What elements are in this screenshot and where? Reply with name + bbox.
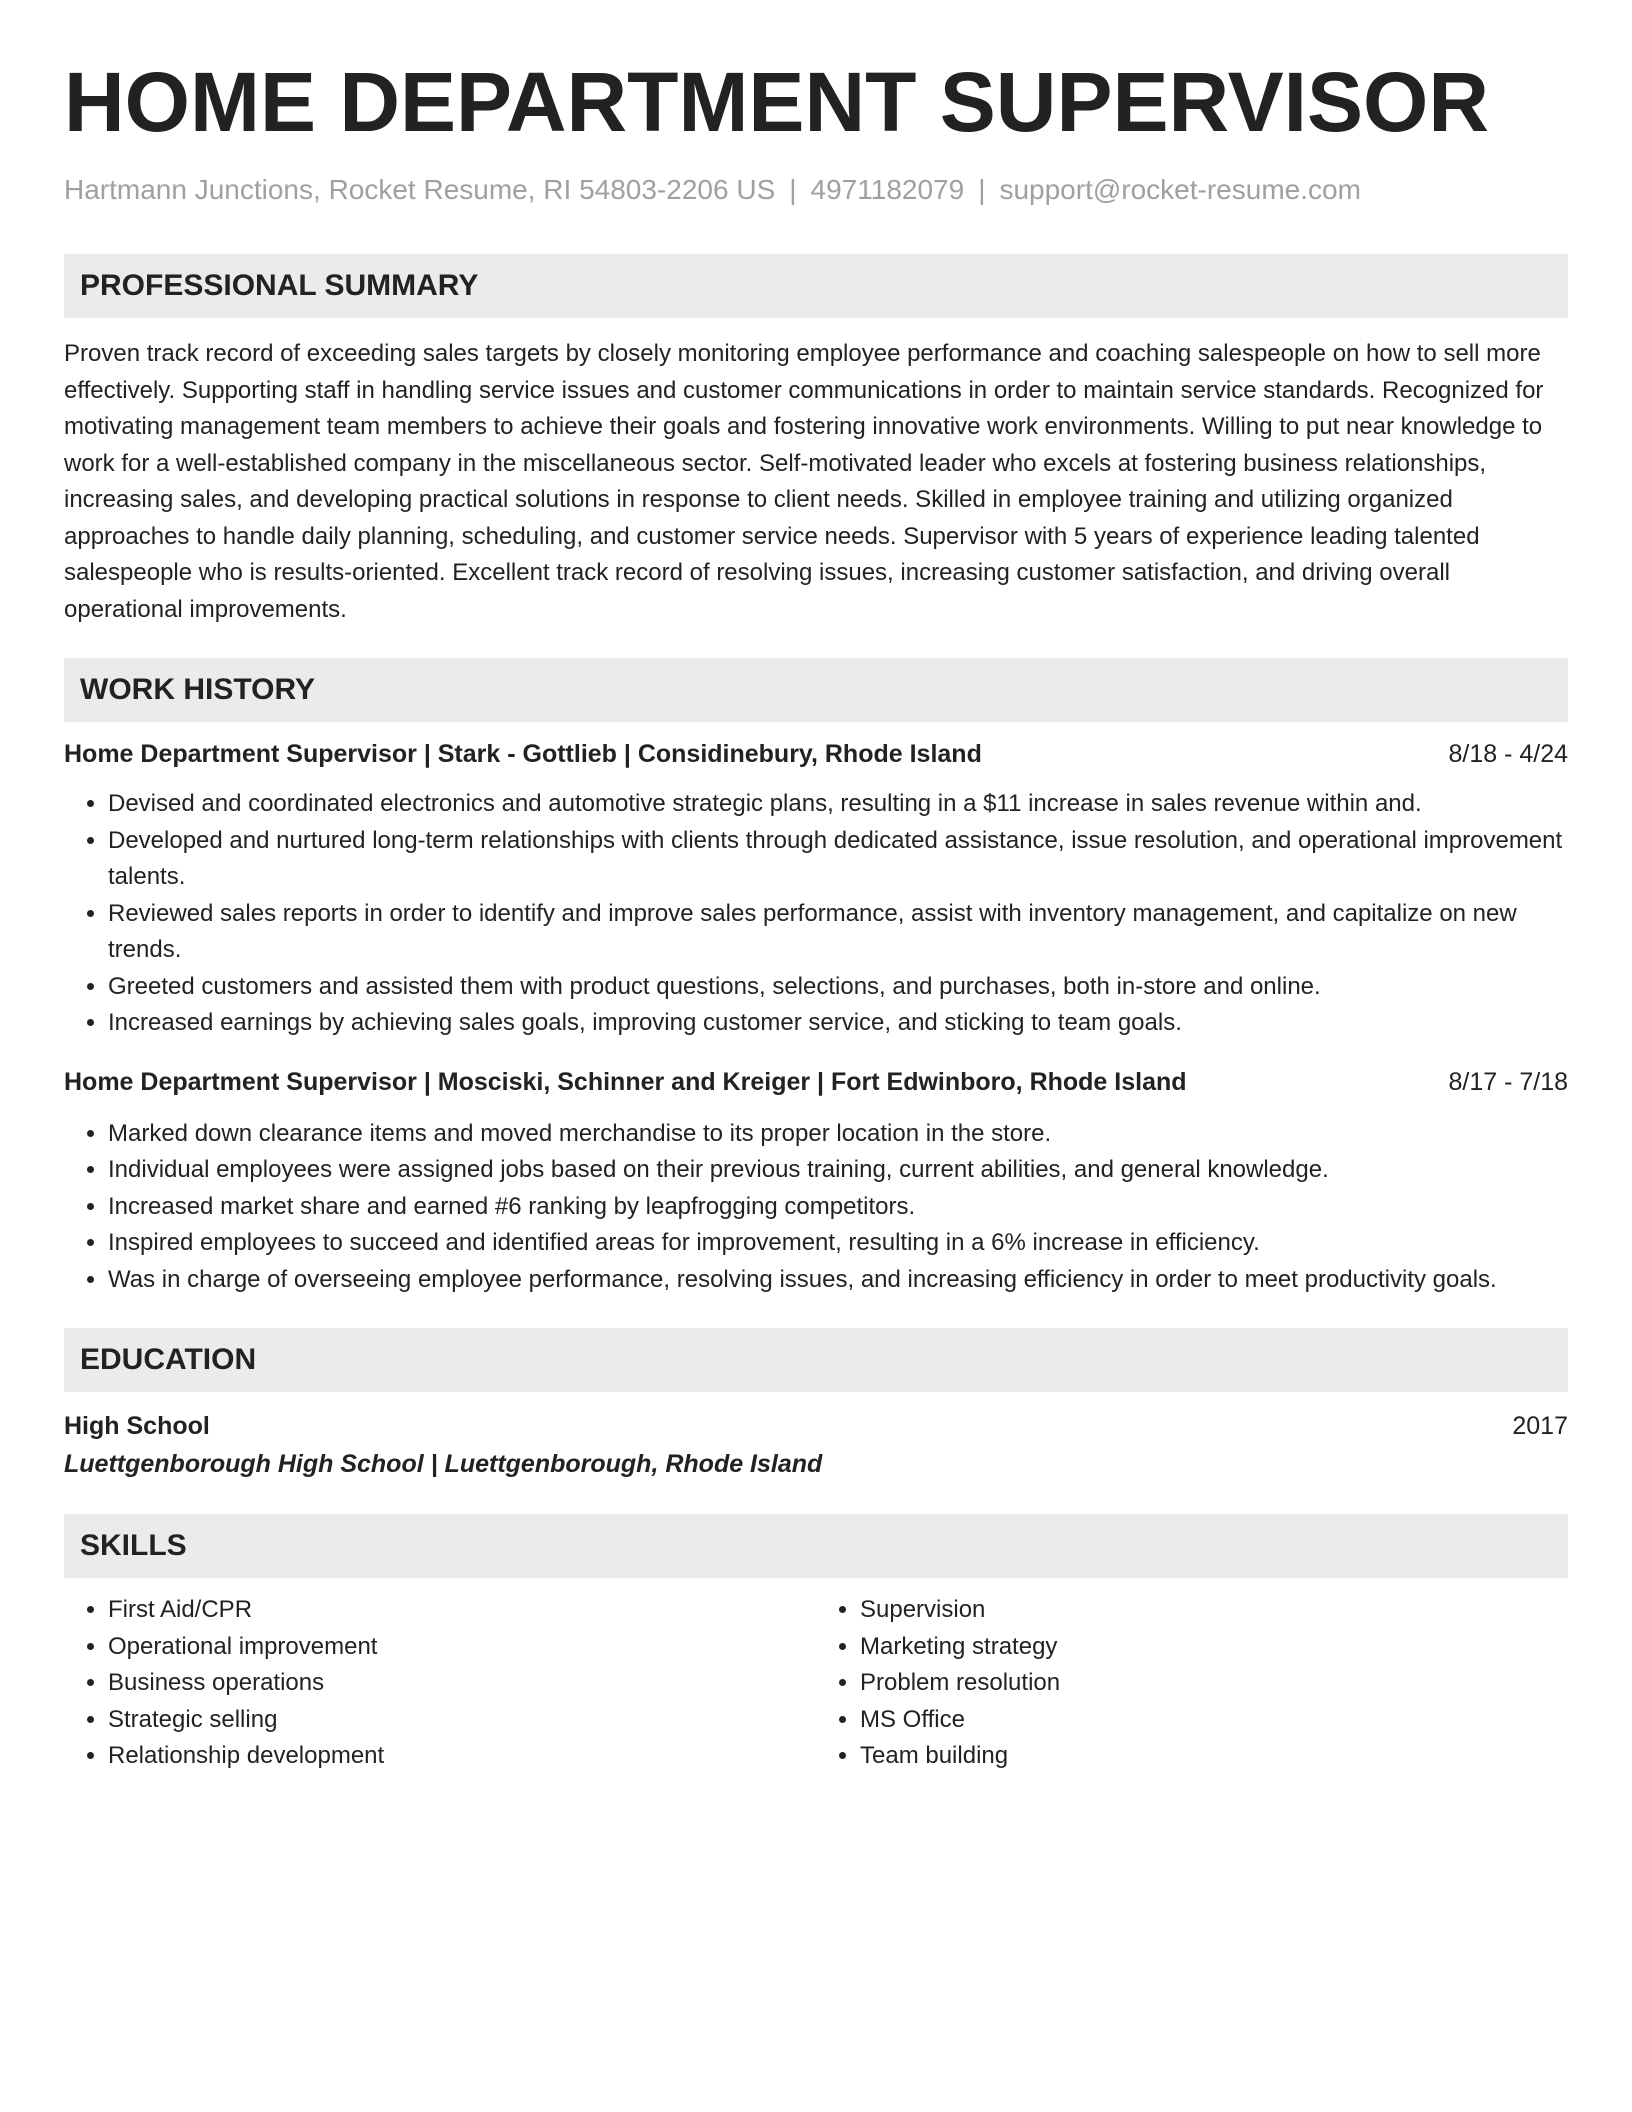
summary-text: Proven track record of exceeding sales targets by closely monitoring employee performance and coaching salespeople on how to sell more effectively. Supporting staff in handling service issues and customer communications in order to maintain service standards. Recognized for motivating management team members to achieve their goals and fostering innovative work environments. Willing to put near knowledge to work for a well-established company in the miscellaneous sector. Self-motivated leader who excels at fostering business relationships, increasing sales, and developing practical solutions in response to client needs. Skilled in employee training and utilizing organized approaches to handle daily planning, scheduling, and customer service needs. Supervisor with 5 years of experience leading talented salespeople who is results-oriented. Excellent track record of resolving issues, increasing customer satisfaction, and driving overall operational improvements. xyxy=(64,340,1544,623)
skill-item: • Business operations xyxy=(108,1665,816,1702)
job-bullet: • Marked down clearance items and moved merchandise to its proper location in the store. xyxy=(108,1116,1568,1153)
job-bullets xyxy=(64,786,1568,1042)
job-bullet: • Increased earnings by achieving sales goals, improving customer service, and sticking to team goals. xyxy=(108,1005,1568,1042)
contact-phone: 4971182079 xyxy=(810,174,965,205)
job-bullet: • Developed and nurtured long-term relationships with clients through dedicated assistance, issue resolution, and operational improvement talents. xyxy=(108,823,1568,896)
job-dates: 8/17 - 7/18 xyxy=(1448,1067,1568,1096)
skills-heading: SKILLS xyxy=(64,1514,1568,1578)
education-entry xyxy=(64,1408,1568,1484)
contact-email: support@rocket-resume.com xyxy=(999,174,1361,205)
skill-item: • Marketing strategy xyxy=(860,1629,1568,1666)
job-title-row xyxy=(64,736,1568,772)
contact-separator: | xyxy=(789,174,797,205)
education-school: Luettgenborough High School | Luettgenborough, Rhode Island xyxy=(64,1450,823,1478)
job-dates: 8/18 - 4/24 xyxy=(1448,740,1568,768)
skill-item: • Strategic selling xyxy=(108,1702,816,1739)
summary-heading: PROFESSIONAL SUMMARY xyxy=(64,254,1568,318)
job-title: Home Department Supervisor | Stark - Gottlieb | Considinebury, Rhode Island xyxy=(64,740,982,768)
job-entry xyxy=(64,736,1568,1042)
contact-address: Hartmann Junctions, Rocket Resume, RI 54803-2206 US xyxy=(64,174,776,205)
skill-item: • First Aid/CPR xyxy=(108,1592,816,1629)
skill-item: • Problem resolution xyxy=(860,1665,1568,1702)
job-bullet: • Increased market share and earned #6 ranking by leapfrogging competitors. xyxy=(108,1189,1568,1226)
contact-separator: | xyxy=(978,174,986,205)
skills-columns xyxy=(64,1592,1568,1775)
job-title-row xyxy=(64,1064,1568,1100)
education-year: 2017 xyxy=(1512,1412,1568,1440)
contact-line xyxy=(64,176,1568,204)
skills-list-left xyxy=(64,1592,816,1775)
job-bullet: • Was in charge of overseeing employee performance, resolving issues, and increasing efficiency in order to meet productivity goals. xyxy=(108,1262,1568,1299)
education-row xyxy=(64,1408,1568,1444)
skill-item: • Team building xyxy=(860,1738,1568,1775)
resume-page xyxy=(64,0,1568,1775)
job-bullet: • Inspired employees to succeed and identified areas for improvement, resulting in a 6% increase in efficiency. xyxy=(108,1225,1568,1262)
job-title: Home Department Supervisor | Mosciski, Schinner and Kreiger | Fort Edwinboro, Rhode Island xyxy=(64,1067,1187,1096)
education-degree: High School xyxy=(64,1412,210,1440)
skill-item: • Relationship development xyxy=(108,1738,816,1775)
job-bullets xyxy=(64,1116,1568,1299)
job-bullet: • Reviewed sales reports in order to identify and improve sales performance, assist with inventory management, and capitalize on new trends. xyxy=(108,896,1568,969)
education-heading: EDUCATION xyxy=(64,1328,1568,1392)
skill-item: • Supervision xyxy=(860,1592,1568,1629)
job-bullet: • Greeted customers and assisted them with product questions, selections, and purchases, both in-store and online. xyxy=(108,969,1568,1006)
work-history-heading: WORK HISTORY xyxy=(64,658,1568,722)
resume-name: HOME DEPARTMENT SUPERVISOR xyxy=(64,55,1490,149)
job-bullet: • Devised and coordinated electronics and automotive strategic plans, resulting in a $11 increase in sales revenue within and. xyxy=(108,786,1568,823)
skill-item: • Operational improvement xyxy=(108,1629,816,1666)
skills-list-right xyxy=(816,1592,1568,1775)
job-bullet: • Individual employees were assigned jobs based on their previous training, current abilities, and general knowledge. xyxy=(108,1152,1568,1189)
job-entry xyxy=(64,1064,1568,1299)
skill-item: • MS Office xyxy=(860,1702,1568,1739)
